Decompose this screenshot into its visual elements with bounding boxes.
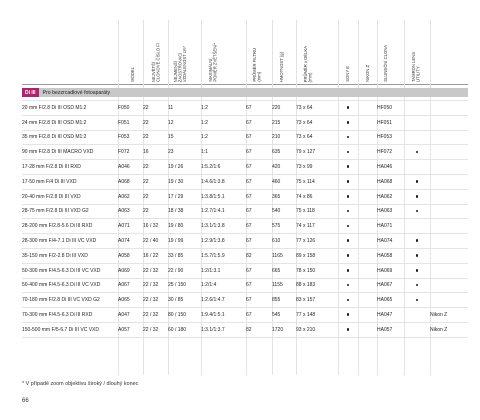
bullet-icon	[347, 121, 350, 124]
dimensions: 77 x 126	[296, 234, 338, 249]
table-row	[22, 234, 468, 249]
nikon-z-label	[430, 263, 468, 278]
table-row	[22, 219, 468, 234]
lens-hood: HF051	[377, 115, 404, 130]
max-f-number: 22	[143, 204, 168, 219]
max-f-number: 22	[143, 189, 168, 204]
lens-name: 17-28 mm F/2.8 Di III RXD	[22, 160, 118, 175]
lens-name: 35 mm F/2.8 Di III OSD M1:2	[22, 130, 118, 145]
lens-name: 24 mm F/2.8 Di III OSD M1:2	[22, 115, 118, 130]
max-magnification: 1:2/1:3.1	[201, 263, 246, 278]
nikon-z-label	[430, 145, 468, 160]
max-magnification: 1:3.8/1:5.1	[201, 189, 246, 204]
nikon-z-label	[430, 174, 468, 189]
dimensions: 89 x 158	[296, 248, 338, 263]
table-row	[22, 160, 468, 175]
filter-diameter: 67	[246, 219, 272, 234]
tamron-utility	[404, 234, 430, 249]
nikon-z-label	[430, 234, 468, 249]
tamron-utility	[404, 322, 430, 337]
sony-e-mount	[338, 101, 358, 116]
lens-hood: HA069	[377, 263, 404, 278]
nikon-z-mount	[358, 278, 377, 293]
sony-e-mount	[338, 145, 358, 160]
bullet-icon	[347, 313, 350, 316]
max-f-number: 22	[143, 130, 168, 145]
dimensions: 88 x 183	[296, 278, 338, 293]
nikon-z-mount	[358, 308, 377, 323]
nikon-z-label	[430, 115, 468, 130]
lens-hood: HA071	[377, 219, 404, 234]
weight: 1155	[272, 278, 296, 293]
weight: 545	[272, 308, 296, 323]
tamron-utility	[404, 130, 430, 145]
model-code: F050	[118, 101, 143, 116]
min-focus-distance: 33 / 85	[168, 248, 201, 263]
lens-name: 70-300 mm F/4.5-6.3 Di III RXD	[22, 308, 118, 323]
max-f-number: 22	[143, 115, 168, 130]
col-header-model: MODEL	[129, 67, 135, 82]
dimensions: 73 x 64	[296, 130, 338, 145]
lens-hood: HF072	[377, 145, 404, 160]
max-magnification: 1:1	[201, 145, 246, 160]
bullet-icon	[416, 284, 419, 287]
sony-e-mount	[338, 308, 358, 323]
nikon-z-mount	[358, 204, 377, 219]
bullet-icon	[416, 299, 419, 302]
table-row	[22, 293, 468, 308]
max-magnification: 1:2	[201, 115, 246, 130]
sony-e-mount	[338, 174, 358, 189]
dimensions: 83 x 157	[296, 293, 338, 308]
model-code: F051	[118, 115, 143, 130]
nikon-z-mount	[358, 219, 377, 234]
weight: 420	[272, 160, 296, 175]
min-focus-distance: 12	[168, 115, 201, 130]
model-code: A067	[118, 278, 143, 293]
bullet-icon	[347, 225, 350, 228]
section-title: Pro bezzrcadlové fotoaparáty	[42, 89, 111, 96]
dimensions: 73 x 99	[296, 160, 338, 175]
lens-hood: HA074	[377, 234, 404, 249]
model-code: A068	[118, 174, 143, 189]
lens-name: 20-40 mm F/2.8 Di III VXD	[22, 189, 118, 204]
dimensions: 74 x 86	[296, 189, 338, 204]
lens-hood: HA067	[377, 278, 404, 293]
max-f-number: 16 / 22	[143, 248, 168, 263]
weight: 610	[272, 234, 296, 249]
bullet-icon	[416, 269, 419, 272]
tamron-utility	[404, 263, 430, 278]
bullet-icon	[416, 180, 419, 183]
weight: 215	[272, 115, 296, 130]
nikon-z-mount	[358, 101, 377, 116]
model-code: A069	[118, 263, 143, 278]
dimensions: 78 x 150	[296, 263, 338, 278]
min-focus-distance: 17 / 29	[168, 189, 201, 204]
dimensions: 75 x 114	[296, 174, 338, 189]
weight: 575	[272, 219, 296, 234]
sony-e-mount	[338, 115, 358, 130]
col-header-fnumber: NEJVĚTŠÍ CLONOVÉ ČÍSLO F/	[151, 42, 161, 82]
bullet-icon	[347, 269, 350, 272]
max-f-number: 22 / 32	[143, 308, 168, 323]
dimensions: 73 x 64	[296, 115, 338, 130]
nikon-z-mount	[358, 189, 377, 204]
tamron-utility	[404, 278, 430, 293]
max-f-number: 22 / 32	[143, 263, 168, 278]
nikon-z-label	[430, 248, 468, 263]
nikon-z-mount	[358, 160, 377, 175]
filter-diameter: 67	[246, 293, 272, 308]
nikon-z-mount	[358, 322, 377, 337]
nikon-z-mount	[358, 115, 377, 130]
nikon-z-label	[430, 219, 468, 234]
max-f-number: 16 / 32	[143, 219, 168, 234]
weight: 460	[272, 174, 296, 189]
col-header-filter: PRŮMĚR FILTRU (mm)	[252, 48, 262, 82]
max-magnification: 1:2.7/1:4.1	[201, 204, 246, 219]
min-focus-distance: 30 / 85	[168, 293, 201, 308]
weight: 210	[272, 130, 296, 145]
min-focus-distance: 25 / 150	[168, 278, 201, 293]
lens-name: 35-150 mm F/2-2.8 Di III VXD	[22, 248, 118, 263]
weight: 1165	[272, 248, 296, 263]
filter-diameter: 67	[246, 160, 272, 175]
model-code: A057	[118, 322, 143, 337]
lens-hood: HA063	[377, 204, 404, 219]
max-magnification: 1:3.1/1:3.8	[201, 219, 246, 234]
max-f-number: 16	[143, 145, 168, 160]
weight: 635	[272, 145, 296, 160]
lens-hood: HF053	[377, 130, 404, 145]
min-focus-distance: 11	[168, 101, 201, 116]
col-header-dimensions: PRŮMĚR x DÉLKA (mm)	[303, 45, 313, 82]
weight: 220	[272, 101, 296, 116]
page-number: 66	[22, 398, 29, 404]
weight: 540	[272, 204, 296, 219]
model-code: F072	[118, 145, 143, 160]
lens-name: 70-180 mm F/2.8 Di III VC VXD G2	[22, 293, 118, 308]
lens-name: 28-300 mm F/4-7.1 Di III VC VXD	[22, 234, 118, 249]
max-f-number: 22	[143, 174, 168, 189]
nikon-z-label	[430, 160, 468, 175]
tamron-utility	[404, 204, 430, 219]
model-code: F053	[118, 130, 143, 145]
weight: 855	[272, 293, 296, 308]
min-focus-distance: 23	[168, 145, 201, 160]
tamron-utility	[404, 219, 430, 234]
col-header-ratio: MAXIMÁLNÍ POMĚR ZVĚTŠENÍ*	[208, 43, 218, 82]
dimensions: 74 x 117	[296, 219, 338, 234]
lens-hood: HA058	[377, 248, 404, 263]
max-f-number: 22 / 32	[143, 322, 168, 337]
table-row	[22, 322, 468, 337]
nikon-z-mount	[358, 248, 377, 263]
min-focus-distance: 15	[168, 130, 201, 145]
nikon-z-mount	[358, 174, 377, 189]
table-row	[22, 101, 468, 116]
bullet-icon	[347, 106, 350, 109]
max-magnification: 1:5.2/1:6	[201, 160, 246, 175]
sony-e-mount	[338, 263, 358, 278]
bullet-icon	[347, 254, 350, 257]
sony-e-mount	[338, 248, 358, 263]
model-code: A047	[118, 308, 143, 323]
min-focus-distance: 19 / 26	[168, 160, 201, 175]
sony-e-mount	[338, 278, 358, 293]
bullet-icon	[347, 328, 350, 331]
nikon-z-label	[430, 204, 468, 219]
max-magnification: 1:2	[201, 130, 246, 145]
max-magnification: 1:3.1/1:3.7	[201, 322, 246, 337]
max-f-number: 22 / 40	[143, 234, 168, 249]
dimensions: 79 x 127	[296, 145, 338, 160]
tamron-utility	[404, 145, 430, 160]
table-row	[22, 263, 468, 278]
table-row	[22, 308, 468, 323]
model-code: A046	[118, 160, 143, 175]
lens-name: 28-200 mm F/2.8-5.6 Di III RXD	[22, 219, 118, 234]
nikon-z-mount	[358, 293, 377, 308]
nikon-z-label	[430, 293, 468, 308]
sony-e-mount	[338, 189, 358, 204]
tamron-utility	[404, 293, 430, 308]
model-code: A063	[118, 204, 143, 219]
nikon-z-mount	[358, 234, 377, 249]
filter-diameter: 82	[246, 248, 272, 263]
table-row	[22, 204, 468, 219]
lens-spec-table	[22, 100, 468, 338]
table-row	[22, 115, 468, 130]
min-focus-distance: 22 / 90	[168, 263, 201, 278]
bullet-icon	[416, 254, 419, 257]
model-code: A062	[118, 189, 143, 204]
model-code: A074	[118, 234, 143, 249]
tamron-utility	[404, 101, 430, 116]
max-magnification: 1:2/1:4	[201, 278, 246, 293]
sony-e-mount	[338, 219, 358, 234]
nikon-z-label	[430, 130, 468, 145]
max-f-number: 22 / 32	[143, 278, 168, 293]
lens-hood: HA068	[377, 174, 404, 189]
table-row	[22, 130, 468, 145]
filter-diameter: 67	[246, 278, 272, 293]
lens-hood: HA047	[377, 308, 404, 323]
min-focus-distance: 80 / 150	[168, 308, 201, 323]
lens-hood: HF050	[377, 101, 404, 116]
tamron-utility	[404, 248, 430, 263]
lens-hood: HA057	[377, 322, 404, 337]
weight: 1720	[272, 322, 296, 337]
col-header-lens-hood: SLUNEČNÍ CLONA	[382, 45, 388, 82]
bullet-icon	[347, 151, 350, 154]
filter-diameter: 67	[246, 234, 272, 249]
col-header-tamron-utility: TAMRON LENS UTILITY	[411, 52, 421, 82]
dimensions: 75 x 118	[296, 204, 338, 219]
min-focus-distance: 19 / 80	[168, 219, 201, 234]
model-code: A071	[118, 219, 143, 234]
table-row	[22, 278, 468, 293]
max-magnification: 1:9.4/1:5.1	[201, 308, 246, 323]
bullet-icon	[347, 210, 350, 213]
col-header-weight: HMOTNOST (g)	[278, 51, 284, 82]
table-row	[22, 145, 468, 160]
filter-diameter: 67	[246, 174, 272, 189]
tamron-utility	[404, 308, 430, 323]
lens-name: 28-75 mm F/2.8 Di III VXD G2	[22, 204, 118, 219]
bullet-icon	[347, 239, 350, 242]
bullet-icon	[347, 195, 350, 198]
nikon-z-label: Nikon Z	[430, 308, 468, 323]
footnote: * V případě zoom objektivu široký / dlouhý konec	[22, 381, 139, 387]
nikon-z-mount	[358, 263, 377, 278]
dimensions: 93 x 210	[296, 322, 338, 337]
sony-e-mount	[338, 160, 358, 175]
min-focus-distance: 19 / 30	[168, 174, 201, 189]
model-code: A058	[118, 248, 143, 263]
max-magnification: 1:2.6/1:4.7	[201, 293, 246, 308]
min-focus-distance: 60 / 180	[168, 322, 201, 337]
tamron-utility	[404, 115, 430, 130]
weight: 665	[272, 263, 296, 278]
nikon-z-label	[430, 278, 468, 293]
section-bar	[22, 88, 468, 97]
max-f-number: 22	[143, 101, 168, 116]
bullet-icon	[416, 151, 419, 154]
dimensions: 73 x 64	[296, 101, 338, 116]
min-focus-distance: 19 / 99	[168, 234, 201, 249]
sony-e-mount	[338, 322, 358, 337]
table-row	[22, 174, 468, 189]
section-tag-badge: Di III	[22, 88, 39, 97]
col-header-sony-e: SONY E	[344, 66, 350, 82]
model-code: A065	[118, 293, 143, 308]
lens-name: 17-50 mm F/4 Di III VXD	[22, 174, 118, 189]
max-magnification: 1:2	[201, 101, 246, 116]
max-magnification: 1:4.6/1:3.8	[201, 174, 246, 189]
max-f-number: 22	[143, 160, 168, 175]
max-f-number: 22 / 32	[143, 293, 168, 308]
sony-e-mount	[338, 204, 358, 219]
lens-hood: HA065	[377, 293, 404, 308]
min-focus-distance: 18 / 38	[168, 204, 201, 219]
tamron-utility	[404, 174, 430, 189]
bullet-icon	[347, 284, 350, 287]
bullet-icon	[347, 165, 350, 168]
lens-name: 50-300 mm F/4.5-6.3 Di III VC VXD	[22, 263, 118, 278]
filter-diameter: 67	[246, 115, 272, 130]
dimensions: 77 x 148	[296, 308, 338, 323]
tamron-utility	[404, 160, 430, 175]
bullet-icon	[347, 299, 350, 302]
filter-diameter: 67	[246, 145, 272, 160]
nikon-z-mount	[358, 130, 377, 145]
bullet-icon	[416, 239, 419, 242]
bullet-icon	[347, 180, 350, 183]
lens-name: 90 mm F/2.8 Di III MACRO VXD	[22, 145, 118, 160]
sony-e-mount	[338, 130, 358, 145]
tamron-utility	[404, 189, 430, 204]
filter-diameter: 67	[246, 130, 272, 145]
lens-hood: HA046	[377, 160, 404, 175]
bullet-icon	[416, 210, 419, 213]
filter-diameter: 67	[246, 101, 272, 116]
filter-diameter: 67	[246, 308, 272, 323]
filter-diameter: 67	[246, 263, 272, 278]
col-header-nikon-z: NIKON Z	[364, 65, 370, 82]
nikon-z-label	[430, 189, 468, 204]
weight: 365	[272, 189, 296, 204]
lens-hood: HA062	[377, 189, 404, 204]
filter-diameter: 67	[246, 189, 272, 204]
max-magnification: 1:2.9/1:3.8	[201, 234, 246, 249]
lens-name: 20 mm F/2.8 Di III OSD M1:2	[22, 101, 118, 116]
nikon-z-label	[430, 101, 468, 116]
bullet-icon	[347, 136, 350, 139]
table-row	[22, 248, 468, 263]
bullet-icon	[416, 195, 419, 198]
filter-diameter: 82	[246, 322, 272, 337]
lens-name: 150-500 mm F/5-6.7 Di III VC VXD	[22, 322, 118, 337]
max-magnification: 1:5.7/1:5.9	[201, 248, 246, 263]
nikon-z-label: Nikon Z	[430, 322, 468, 337]
sony-e-mount	[338, 234, 358, 249]
sony-e-mount	[338, 293, 358, 308]
lens-name: 50-400 mm F/4.5-6.3 Di III VC VXD	[22, 278, 118, 293]
header-divider	[22, 84, 468, 85]
filter-diameter: 67	[246, 204, 272, 219]
nikon-z-mount	[358, 145, 377, 160]
col-header-mfd: NEJMENŠÍ ZAOSTŘOVACÍ VZDÁLENOST cm*	[173, 45, 188, 82]
table-row	[22, 189, 468, 204]
